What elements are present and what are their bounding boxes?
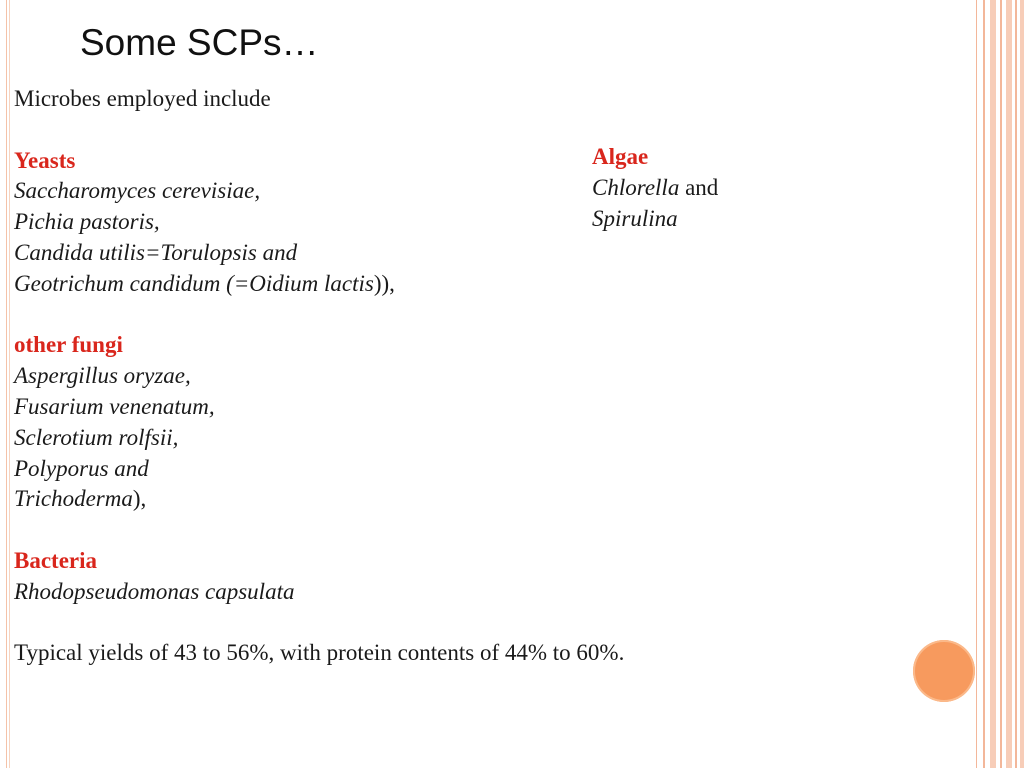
algae-item-plain: and [679, 174, 719, 200]
spacer [14, 515, 624, 546]
yeast-item: Saccharomyces cerevisiae, [14, 178, 261, 204]
yields-text: Typical yields of 43 to 56%, with protein contents of 44% to 60%. [14, 640, 625, 666]
right-border-stripe [1000, 0, 1002, 768]
fungi-item: Aspergillus oryzae, [14, 363, 191, 389]
spacer [14, 300, 624, 331]
right-border-stripe [990, 0, 996, 768]
fungi-heading: other fungi [14, 332, 123, 358]
fungi-item: Sclerotium rolfsii, [14, 424, 179, 450]
left-border-line [6, 0, 7, 768]
spacer [14, 608, 624, 639]
right-border-stripe [1006, 0, 1012, 768]
yeast-item: Pichia pastoris, [14, 209, 160, 235]
algae-heading: Algae [592, 144, 649, 169]
algae-item [592, 173, 718, 204]
algae-item: Spirulina [592, 205, 678, 231]
fungi-item: Fusarium venenatum, [14, 393, 215, 419]
yeast-item-last-plain: )), [373, 270, 395, 296]
yeast-item-last [14, 269, 624, 300]
fungi-item-last-plain: ), [132, 486, 147, 512]
right-column [592, 142, 718, 234]
yeasts-heading: Yeasts [14, 147, 76, 173]
fungi-item-last-italic: Trichoderma [14, 486, 133, 512]
accent-circle [913, 640, 975, 702]
right-border-stripe [1020, 0, 1024, 768]
algae-item-italic: Chlorella [592, 174, 680, 200]
right-border-stripe [983, 0, 985, 768]
intro-text: Microbes employed include [14, 86, 271, 111]
right-border-stripe [1015, 0, 1017, 768]
fungi-item-last [14, 484, 624, 515]
left-column [14, 84, 624, 669]
bacteria-heading: Bacteria [14, 547, 98, 573]
spacer [14, 115, 624, 146]
slide-title: Some SCPs… [80, 22, 319, 63]
yeast-item-last-italic: Geotrichum candidum (=Oidium lactis [14, 270, 374, 296]
left-border-line-inner [9, 0, 10, 768]
right-border-stripe [976, 0, 977, 768]
bacteria-item: Rhodopseudomonas capsulata [14, 578, 295, 604]
yeast-item: Candida utilis=Torulopsis and [14, 239, 298, 265]
fungi-item: Polyporus and [14, 455, 149, 481]
